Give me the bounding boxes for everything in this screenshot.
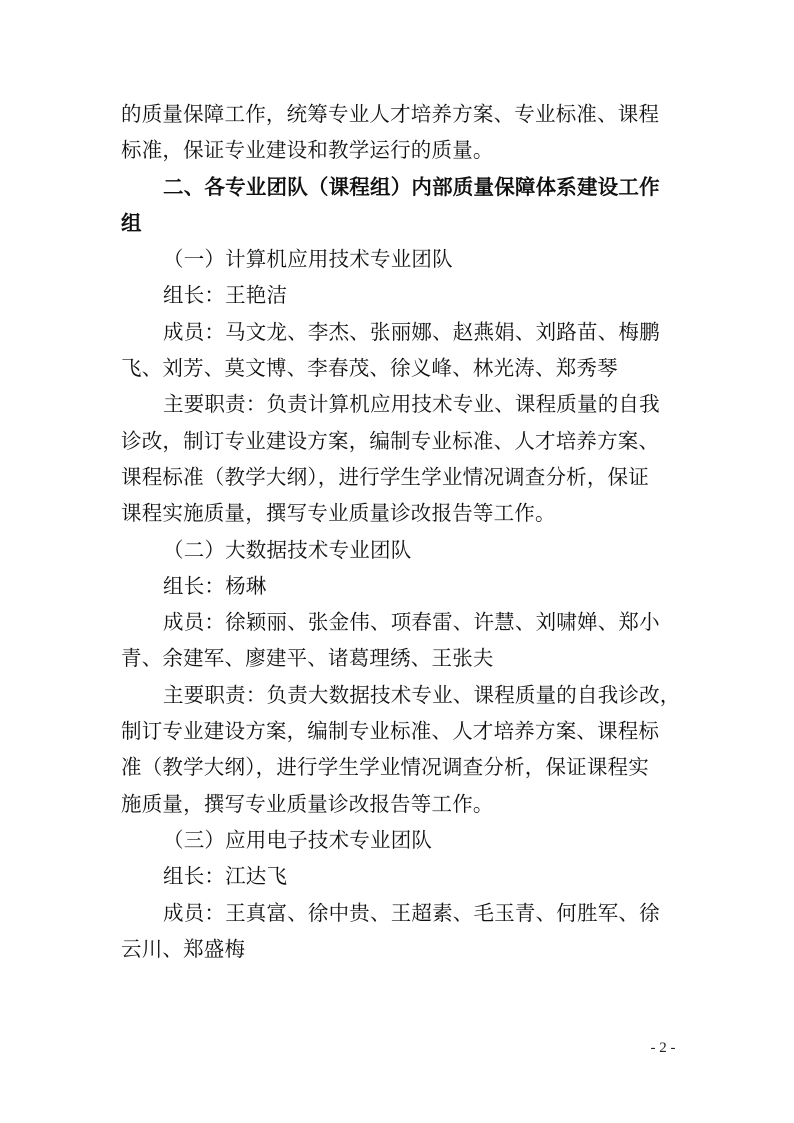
team-responsibilities-continuation: 准（教学大纲），进行学生学业情况调查分析，保证课程实 [121, 755, 649, 780]
team-title: （二）大数据技术专业团队 [163, 537, 412, 562]
team-responsibilities-continuation: 课程实施质量，撰写专业质量诊改报告等工作。 [121, 501, 556, 526]
document-body [121, 96, 681, 967]
team-responsibilities: 主要职责：负责大数据技术专业、课程质量的自我诊改， [163, 682, 681, 707]
team-responsibilities-continuation: 课程标准（教学大纲），进行学生学业情况调查分析，保证 [121, 464, 649, 489]
team-responsibilities-continuation: 施质量，撰写专业质量诊改报告等工作。 [121, 791, 494, 816]
body-text-line: 标准，保证专业建设和教学运行的质量。 [121, 138, 494, 163]
team-responsibilities-continuation: 诊改，制订专业建设方案，编制专业标准、人才培养方案、 [121, 428, 660, 453]
team-members: 成员：王真富、徐中贵、王超素、毛玉青、何胜军、徐 [163, 900, 660, 925]
section-heading: 二、各专业团队（课程组）内部质量保障体系建设工作 [163, 174, 660, 199]
team-members-continuation: 飞、刘芳、莫文博、李春茂、徐义峰、林光涛、郑秀琴 [121, 356, 618, 381]
team-leader: 组长：杨琳 [163, 573, 267, 598]
team-title: （一）计算机应用技术专业团队 [163, 247, 453, 272]
page-number: - 2 - [650, 1040, 676, 1056]
section-heading-continuation: 组 [121, 210, 142, 235]
team-members: 成员：马文龙、李杰、张丽娜、赵燕娟、刘路苗、梅鹏 [163, 319, 660, 344]
team-members: 成员：徐颖丽、张金伟、项春雷、许慧、刘啸婵、郑小 [163, 610, 660, 635]
body-text-line: 的质量保障工作，统筹专业人才培养方案、专业标准、课程 [121, 102, 660, 126]
team-leader: 组长：王艳洁 [163, 283, 288, 308]
team-title: （三）应用电子技术专业团队 [163, 827, 433, 852]
team-responsibilities-continuation: 制订专业建设方案，编制专业标准、人才培养方案、课程标 [121, 719, 660, 744]
team-members-continuation: 青、余建军、廖建平、诸葛理绣、王张夫 [121, 646, 494, 671]
team-leader: 组长：江达飞 [163, 864, 288, 889]
team-responsibilities: 主要职责：负责计算机应用技术专业、课程质量的自我 [163, 392, 660, 417]
team-members-continuation: 云川、郑盛梅 [121, 936, 246, 961]
